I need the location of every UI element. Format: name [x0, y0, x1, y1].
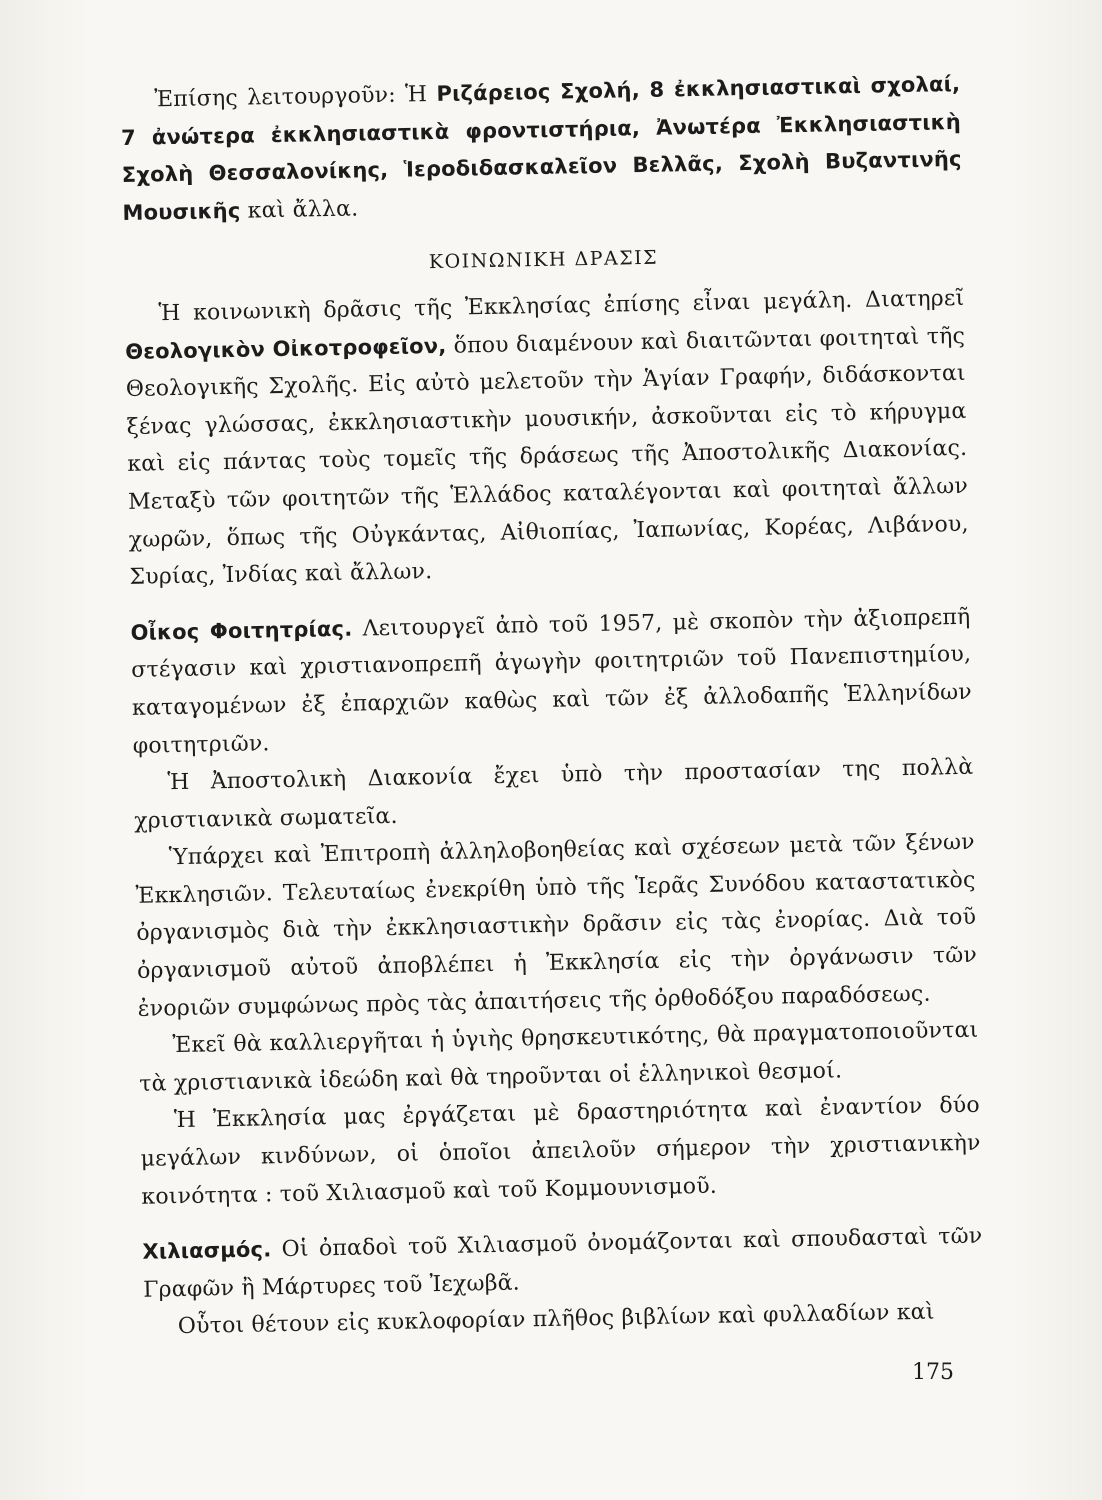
paragraph-chiliasm: Χιλιασμός. Οἱ ὀπαδοὶ τοῦ Χιλιασμοῦ ὀνομάζονται καὶ σπουδασταὶ τῶν Γραφῶν ἢ Μάρτυρες τοῦ Ἰεχωβᾶ. [142, 1223, 983, 1303]
page-body [120, 66, 984, 1347]
paragraph-associations: Ἡ Ἀποστολικὴ Διακονία ἔχει ὑπὸ τὴν προστασίαν της πολλὰ χριστιανικὰ σωματεῖα. [133, 754, 974, 834]
paragraph-publications: Οὗτοι θέτουν εἰς κυκλοφορίαν πλῆθος βιβλίων καὶ φυλλαδίων καὶ [177, 1299, 935, 1340]
paragraph-dangers: Ἡ Ἐκκλησία μας ἐργάζεται μὲ δραστηριότητα καὶ ἐναντίον δύο μεγάλων κινδύνων, οἱ ὁποῖοι ἀπειλοῦν σήμερον τὴν χριστιανικὴν κοινότητα : τοῦ Χιλιασμοῦ καὶ τοῦ Κομμουνισμοῦ. [140, 1093, 981, 1210]
section-heading: ΚΟΙΝΩΝΙΚΗ ΔΡΑΣΙΣ [428, 247, 659, 274]
paragraph-parish: Ἐκεῖ θὰ καλλιεργῆται ἡ ὑγιὴς θρησκευτικότης, θὰ πραγματοποιοῦνται τὰ χριστιανικὰ ἰδεώδη καὶ θὰ τηροῦνται οἱ ἑλληνικοὶ θεσμοί. [139, 1017, 979, 1097]
paragraph-schools: Ἐπίσης λειτουργοῦν: Ἡ Ριζάρειος Σχολή, 8 ἐκκλησιαστικαὶ σχολαί, 7 ἀνώτερα ἐκκλησιαστικὰ φροντιστήρια, Ἀνωτέρα Ἐκκλησιαστικὴ Σχολὴ Θεσσαλονίκης, Ἱεροδιδασκαλεῖον Βελλᾶς, Σχολὴ Βυζαντινῆς Μουσικῆς καὶ ἄλλα. [120, 71, 962, 225]
paragraph-social-action: Ἡ κοινωνικὴ δρᾶσις τῆς Ἐκκλησίας ἐπίσης εἶναι μεγάλη. Διατηρεῖ Θεολογικὸν Οἰκοτροφεῖον, ὅπου διαμένουν καὶ διαιτῶνται φοιτηταὶ τῆς Θεολογικῆς Σχολῆς. Εἰς αὐτὸ μελετοῦν τὴν Ἁγίαν Γραφήν, διδάσκονται ξένας γλώσσας, ἐκκλησιαστικὴν μουσικήν, ἀσκοῦνται εἰς τὸ κήρυγμα καὶ εἰς πάντας τοὺς τομεῖς τῆς δράσεως τῆς Ἀποστολικῆς Διακονίας. Μεταξὺ τῶν φοιτητῶν τῆς Ἑλλάδος καταλέγονται καὶ φοιτηταὶ ἄλλων χωρῶν, ὅπως τῆς Οὐγκάντας, Αἰθιοπίας, Ἰαπωνίας, Κορέας, Λιβάνου, Συρίας, Ἰνδίας καὶ ἄλλων. [124, 285, 969, 591]
paragraph-committee: Ὑπάρχει καὶ Ἐπιτροπὴ ἀλληλοβοηθείας καὶ σχέσεων μετὰ τῶν ξένων Ἐκκλησιῶν. Τελευταίως ἐνεκρίθη ὑπὸ τῆς Ἱερᾶς Συνόδου καταστατικὸς ὀργανισμὸς διὰ τὴν ἐκκλησιαστικὴν δρᾶσιν εἰς τὰς ἐνορίας. Διὰ τοῦ ὀργανισμοῦ αὐτοῦ ἀποβλέπει ἡ Ἐκκλησία εἰς τὴν ὀργάνωσιν τῶν ἐνοριῶν συμφώνως πρὸς τὰς ἀπαιτήσεις τῆς ὀρθοδόξου παραδόσεως. [135, 830, 978, 1022]
page-number: 175 [912, 1360, 954, 1385]
paragraph-student-home: Οἶκος Φοιτητρίας. Λειτουργεῖ ἀπὸ τοῦ 1957, μὲ σκοπὸν τὴν ἀξιοπρεπῆ στέγασιν καὶ χριστιανοπρεπῆ ἀγωγὴν φοιτητριῶν τοῦ Πανεπιστημίου, καταγομένων ἐξ ἐπαρχιῶν καθὼς καὶ τῶν ἐξ ἀλλοδαπῆς Ἑλληνίδων φοιτητριῶν. [130, 604, 973, 759]
